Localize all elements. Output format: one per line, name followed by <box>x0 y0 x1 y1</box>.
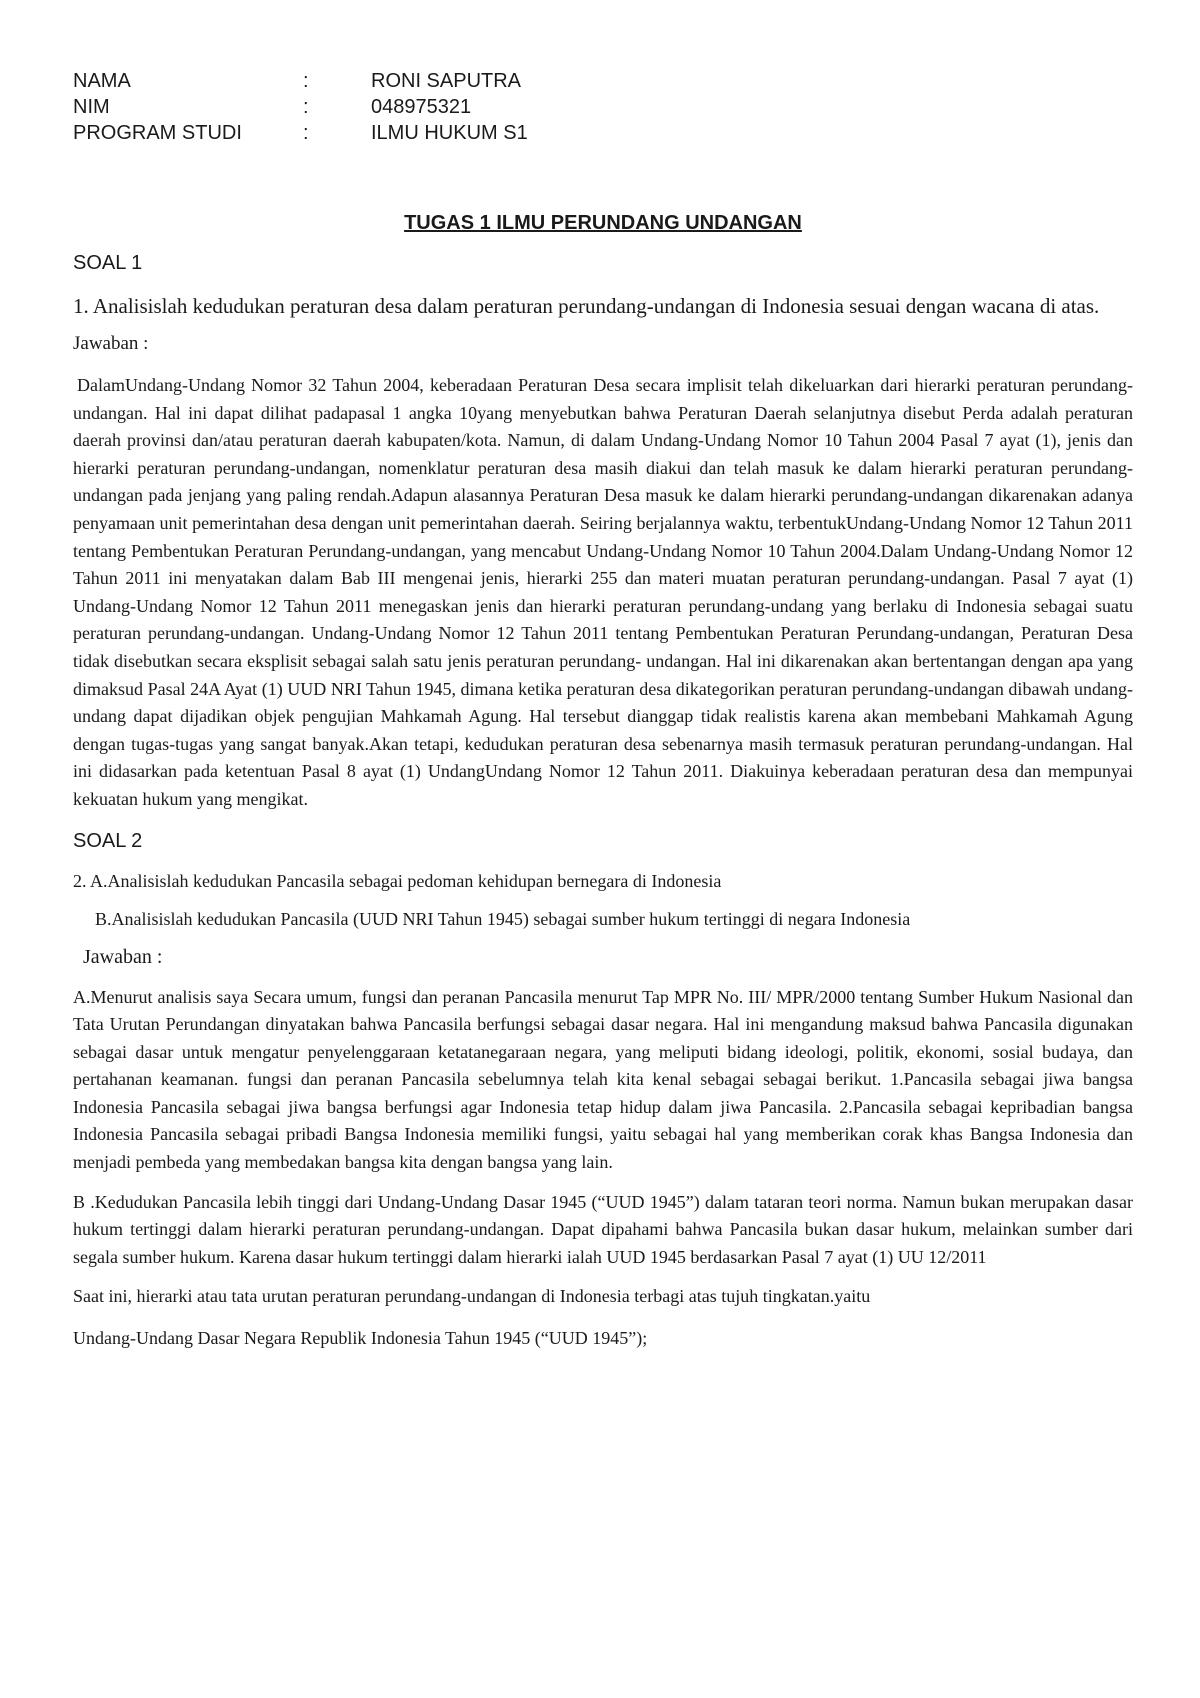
soal1-question: 1. Analisislah kedudukan peraturan desa dalam peraturan perundang-undangan di Indonesia sesuai dengan wacana di atas. <box>73 294 1100 318</box>
info-label: PROGRAM STUDI <box>73 122 242 144</box>
info-label: NIM <box>73 96 110 118</box>
hierarki-item-uud: Undang-Undang Dasar Negara Republik Indonesia Tahun 1945 (“UUD 1945”); <box>73 1328 648 1349</box>
hierarki-intro: Saat ini, hierarki atau tata urutan peraturan perundang-undangan di Indonesia terbagi atas tujuh tingkatan.yaitu <box>73 1286 871 1307</box>
info-label: NAMA <box>73 70 131 92</box>
soal1-label: SOAL 1 <box>73 252 143 274</box>
info-colon: : <box>303 96 309 118</box>
soal2-answer-b: B .Kedudukan Pancasila lebih tinggi dari Undang-Undang Dasar 1945 (“UUD 1945”) dalam tataran teori norma. Namun bukan merupakan dasar hukum tertinggi dalam hierarki peraturan perundang-undangan. Dapat dipahami bahwa Pancasila bukan dasar hukum, melainkan sumber dari segala sumber hukum. Karena dasar hukum tertinggi dalam hierarki ialah UUD 1945 berdasarkan Pasal 7 ayat (1) UU 12/2011 <box>73 1191 1133 1267</box>
soal2-jawaban-label: Jawaban : <box>83 945 163 968</box>
info-value: ILMU HUKUM S1 <box>371 122 528 144</box>
info-value: RONI SAPUTRA <box>371 70 522 92</box>
soal2-question-a: 2. A.Analisislah kedudukan Pancasila sebagai pedoman kehidupan bernegara di Indonesia <box>73 870 722 891</box>
info-value: 048975321 <box>371 96 472 118</box>
document-title: TUGAS 1 ILMU PERUNDANG UNDANGAN <box>404 212 802 234</box>
info-row-nim <box>73 94 1133 120</box>
soal2-label: SOAL 2 <box>73 829 143 852</box>
info-colon: : <box>303 70 309 92</box>
document-page <box>73 68 1133 1353</box>
soal1-jawaban-label: Jawaban : <box>73 333 149 354</box>
soal2-answer-a: A.Menurut analisis saya Secara umum, fungsi dan peranan Pancasila menurut Tap MPR No. III/ MPR/2000 tentang Sumber Hukum Nasional dan Tata Urutan Perundangan dinyatakan bahwa Pancasila berfungsi sebagai dasar negara. Hal ini mengandung maksud bahwa Pancasila digunakan sebagai dasar untuk mengatur penyelenggaraan ketatanegaraan negara, yang meliputi bidang ideologi, politik, ekonomi, sosial budaya, dan pertahanan keamanan. fungsi dan peranan Pancasila sebelumnya telah kita kenal sebagai sebagai berikut. 1.Pancasila sebagai jiwa bangsa Indonesia Pancasila sebagai jiwa bangsa berfungsi agar Indonesia tetap hidup dalam jiwa Pancasila. 2.Pancasila sebagai kepribadian bangsa Indonesia Pancasila sebagai pribadi Bangsa Indonesia memiliki fungsi, yaitu sebagai hal yang memberikan corak khas Bangsa Indonesia dan menjadi pembeda yang membedakan bangsa kita dengan bangsa yang lain. <box>73 986 1133 1173</box>
student-info <box>73 68 1133 146</box>
soal1-answer: DalamUndang-Undang Nomor 32 Tahun 2004, keberadaan Peraturan Desa secara implisit telah dikeluarkan dari hierarki peraturan perundang-undangan. Hal ini dapat dilihat padapasal 1 angka 10yang menyebutkan bahwa Peraturan Daerah selanjutnya disebut Perda adalah peraturan daerah provinsi dan/atau peraturan daerah kabupaten/kota. Namun, di dalam Undang-Undang Nomor 10 Tahun 2004 Pasal 7 ayat (1), jenis dan hierarki peraturan perundang-undangan, nomenklatur peraturan desa masih diakui dan telah masuk ke dalam hierarki peraturan perundang-undangan pada jenjang yang paling rendah.Adapun alasannya Peraturan Desa masuk ke dalam hierarki perundang-undangan dikarenakan adanya penyamaan unit pemerintahan desa dengan unit pemerintahan daerah. Seiring berjalannya waktu, terbentukUndang-Undang Nomor 12 Tahun 2011 tentang Pembentukan Peraturan Perundang-undangan, yang mencabut Undang-Undang Nomor 10 Tahun 2004.Dalam Undang-Undang Nomor 12 Tahun 2011 ini menyatakan dalam Bab III mengenai jenis, hierarki 255 dan materi muatan peraturan perundang-undangan. Pasal 7 ayat (1) Undang-Undang Nomor 12 Tahun 2011 menegaskan jenis dan hierarki peraturan perundang-undang yang berlaku di Indonesia sebagai suatu peraturan perundang-undangan. Undang-Undang Nomor 12 Tahun 2011 tentang Pembentukan Peraturan Perundang-undangan, Peraturan Desa tidak disebutkan secara eksplisit sebagai salah satu jenis peraturan perundang- undangan. Hal ini dikarenakan akan bertentangan dengan apa yang dimaksud Pasal 24A Ayat (1) UUD NRI Tahun 1945, dimana ketika peraturan desa dikategorikan peraturan perundang-undangan dibawah undang-undang dapat dijadikan objek pengujian Mahkamah Agung. Hal tersebut dianggap tidak realistis karena akan membebani Mahkamah Agung dengan tugas-tugas yang sangat banyak.Akan tetapi, kedudukan peraturan desa sebenarnya masih termasuk peraturan perundang-undangan. Hal ini didasarkan pada ketentuan Pasal 8 ayat (1) UndangUndang Nomor 12 Tahun 2011. Diakuinya keberadaan peraturan desa dan mempunyai kekuatan hukum yang mengikat. <box>73 375 1133 809</box>
info-colon: : <box>303 122 309 144</box>
info-row-program-studi <box>73 120 1133 146</box>
info-row-nama <box>73 68 1133 94</box>
soal2-question-b: B.Analisislah kedudukan Pancasila (UUD NRI Tahun 1945) sebagai sumber hukum tertinggi di negara Indonesia <box>95 908 911 929</box>
